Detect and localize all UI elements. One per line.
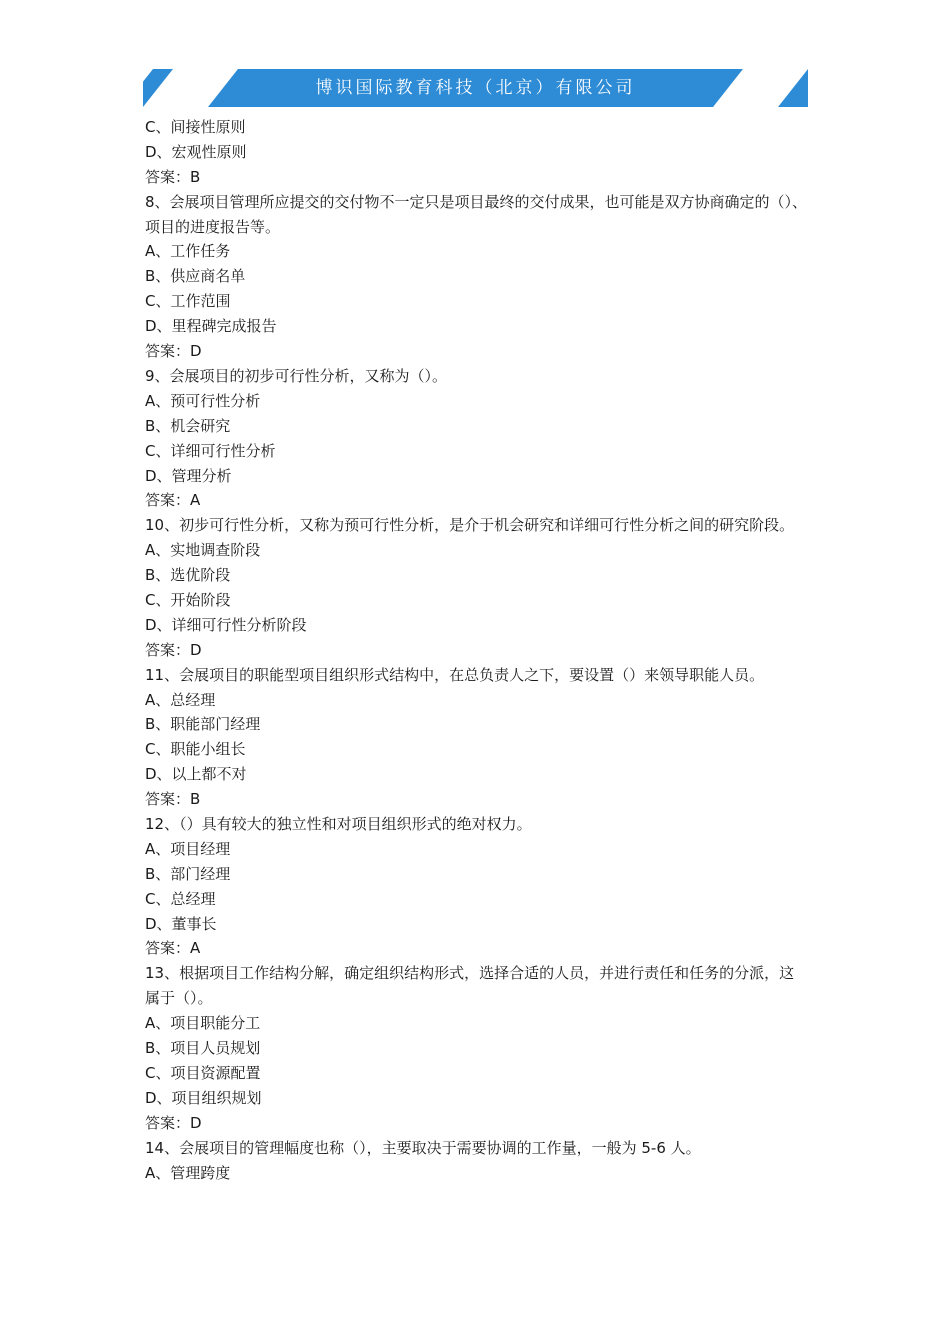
option-line: D、项目组织规划 bbox=[145, 1088, 262, 1107]
option-line: B、部门经理 bbox=[145, 864, 231, 883]
option-line: D、详细可行性分析阶段 bbox=[145, 615, 307, 634]
option-line: B、职能部门经理 bbox=[145, 715, 261, 734]
option-line: C、开始阶段 bbox=[145, 590, 231, 609]
option-line: C、职能小组长 bbox=[145, 740, 246, 759]
option-line: A、项目职能分工 bbox=[145, 1014, 261, 1033]
option-line: C、总经理 bbox=[145, 889, 216, 908]
option-line: C、详细可行性分析 bbox=[145, 441, 276, 460]
option-line: B、机会研究 bbox=[145, 416, 231, 435]
option-line: B、项目人员规划 bbox=[145, 1039, 261, 1058]
option-line: B、供应商名单 bbox=[145, 267, 246, 286]
question-14: 14、会展项目的管理幅度也称（），主要取决于需要协调的工作量，一般为 5-6 人。 bbox=[145, 1138, 701, 1157]
question-10: 10、初步可行性分析，又称为预可行性分析，是介于机会研究和详细可行性分析之间的研究阶段。 bbox=[145, 516, 795, 535]
question-content bbox=[145, 115, 815, 1185]
header-banner bbox=[143, 69, 808, 107]
option-line: D、董事长 bbox=[145, 914, 217, 933]
answer-line: 答案：D bbox=[145, 640, 202, 659]
question-12: 12、（）具有较大的独立性和对项目组织形式的绝对权力。 bbox=[145, 815, 532, 834]
question-9: 9、会展项目的初步可行性分析，又称为（）。 bbox=[145, 366, 448, 385]
option-line: C、间接性原则 bbox=[145, 118, 246, 136]
option-line: C、工作范围 bbox=[145, 292, 231, 311]
option-line: D、宏观性原则 bbox=[145, 142, 247, 161]
question-11: 11、会展项目的职能型项目组织形式结构中，在总负责人之下，要设置（）来领导职能人员。 bbox=[145, 665, 765, 684]
option-line: A、总经理 bbox=[145, 690, 216, 709]
question-8: 8、会展项目管理所应提交的交付物不一定只是项目最终的交付成果，也可能是双方协商确定的（）、项目的进度报告等。 bbox=[145, 192, 808, 236]
option-line: C、项目资源配置 bbox=[145, 1063, 261, 1082]
question-13: 13、根据项目工作结构分解，确定组织结构形式，选择合适的人员，并进行责任和任务的分派，这属于（）。 bbox=[145, 964, 795, 1008]
option-line: D、以上都不对 bbox=[145, 765, 247, 784]
answer-line: 答案：B bbox=[145, 790, 201, 809]
option-line: A、预可行性分析 bbox=[145, 391, 261, 410]
option-line: A、管理跨度 bbox=[145, 1163, 231, 1182]
option-line: D、里程碑完成报告 bbox=[145, 317, 277, 336]
answer-line: 答案：A bbox=[145, 491, 201, 510]
company-name: 博识国际教育科技（北京）有限公司 bbox=[315, 78, 636, 98]
answer-line: 答案：D bbox=[145, 342, 202, 361]
answer-line: 答案：A bbox=[145, 939, 201, 958]
answer-line: 答案：B bbox=[145, 167, 201, 186]
option-line: B、选优阶段 bbox=[145, 566, 231, 585]
option-line: A、工作任务 bbox=[145, 242, 231, 261]
answer-line: 答案：D bbox=[145, 1113, 202, 1132]
option-line: A、实地调查阶段 bbox=[145, 541, 261, 560]
option-line: A、项目经理 bbox=[145, 839, 231, 858]
option-line: D、管理分析 bbox=[145, 466, 232, 485]
